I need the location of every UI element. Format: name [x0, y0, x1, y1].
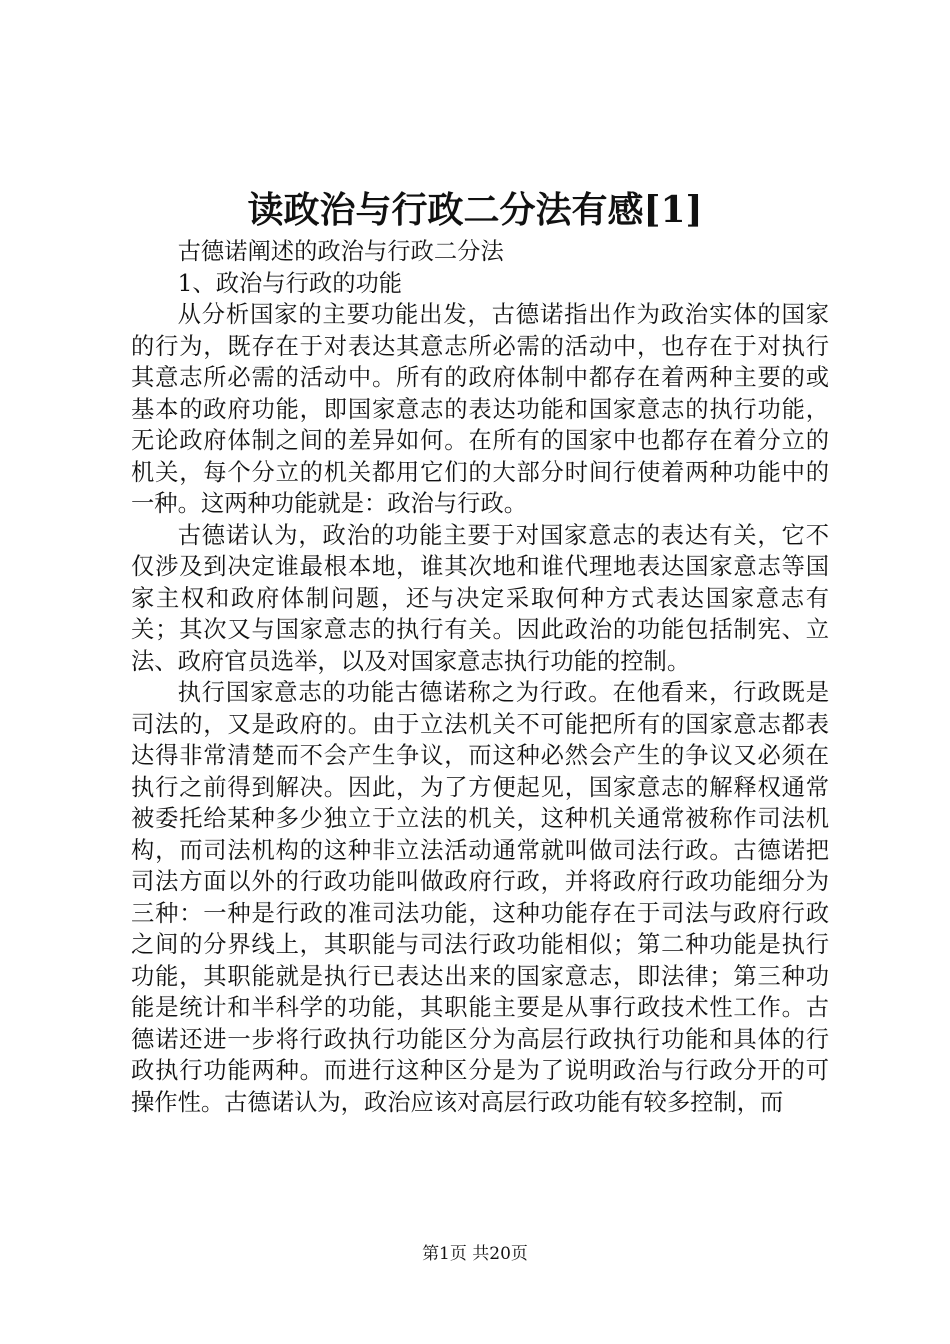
- page-number: 第1页 共20页: [422, 1244, 528, 1264]
- body-paragraph: 古德诺认为，政治的功能主要于对国家意志的表达有关，它不仅涉及到决定谁最根本地，谁其次地和谁代理地表达国家意志等国家主权和政府体制问题，还与决定采取何种方式表达国家意志有关；其次又与国家意志的执行有关。因此政治的功能包括制宪、立法、政府官员选举，以及对国家意志执行功能的控制。: [131, 521, 829, 675]
- page-footer: [0, 1242, 950, 1266]
- body-paragraph: 从分析国家的主要功能出发，古德诺指出作为政治实体的国家的行为，既存在于对表达其意志所必需的活动中，也存在于对执行其意志所必需的活动中。所有的政府体制中都存在着两种主要的或基本的政府功能，即国家意志的表达功能和国家意志的执行功能，无论政府体制之间的差异如何。在所有的国家中也都存在着分立的机关，每个分立的机关都用它们的大部分时间行使着两种功能中的一种。这两种功能就是：政治与行政。: [131, 301, 829, 517]
- document-body: [131, 236, 829, 1118]
- body-paragraph: 执行国家意志的功能古德诺称之为行政。在他看来，行政既是司法的，又是政府的。由于立法机关不可能把所有的国家意志都表达得非常清楚而不会产生争议，而这种必然会产生的争议又必须在执行之前得到解决。因此，为了方便起见，国家意志的解释权通常被委托给某种多少独立于立法的机关，这种机关通常被称作司法机构，而司法机构的这种非立法活动通常就叫做司法行政。古德诺把司法方面以外的行政功能叫做政府行政，并将政府行政功能细分为三种：一种是行政的准司法功能，这种功能存在于司法与政府行政之间的分界线上，其职能与司法行政功能相似；第二种功能是执行功能，其职能就是执行已表达出来的国家意志，即法律；第三种功能是统计和半科学的功能，其职能主要是从事行政技术性工作。古德诺还进一步将行政执行功能区分为高层行政执行功能和具体的行政执行功能两种。而进行这种区分是为了说明政治与行政分开的可操作性。古德诺认为，政治应该对高层行政功能有较多控制，而: [131, 679, 829, 1116]
- section-heading: 古德诺阐述的政治与行政二分法: [177, 238, 504, 265]
- document-title: 读政治与行政二分法有感[1]: [247, 189, 703, 231]
- subsection-heading: 1、政治与行政的功能: [177, 269, 403, 297]
